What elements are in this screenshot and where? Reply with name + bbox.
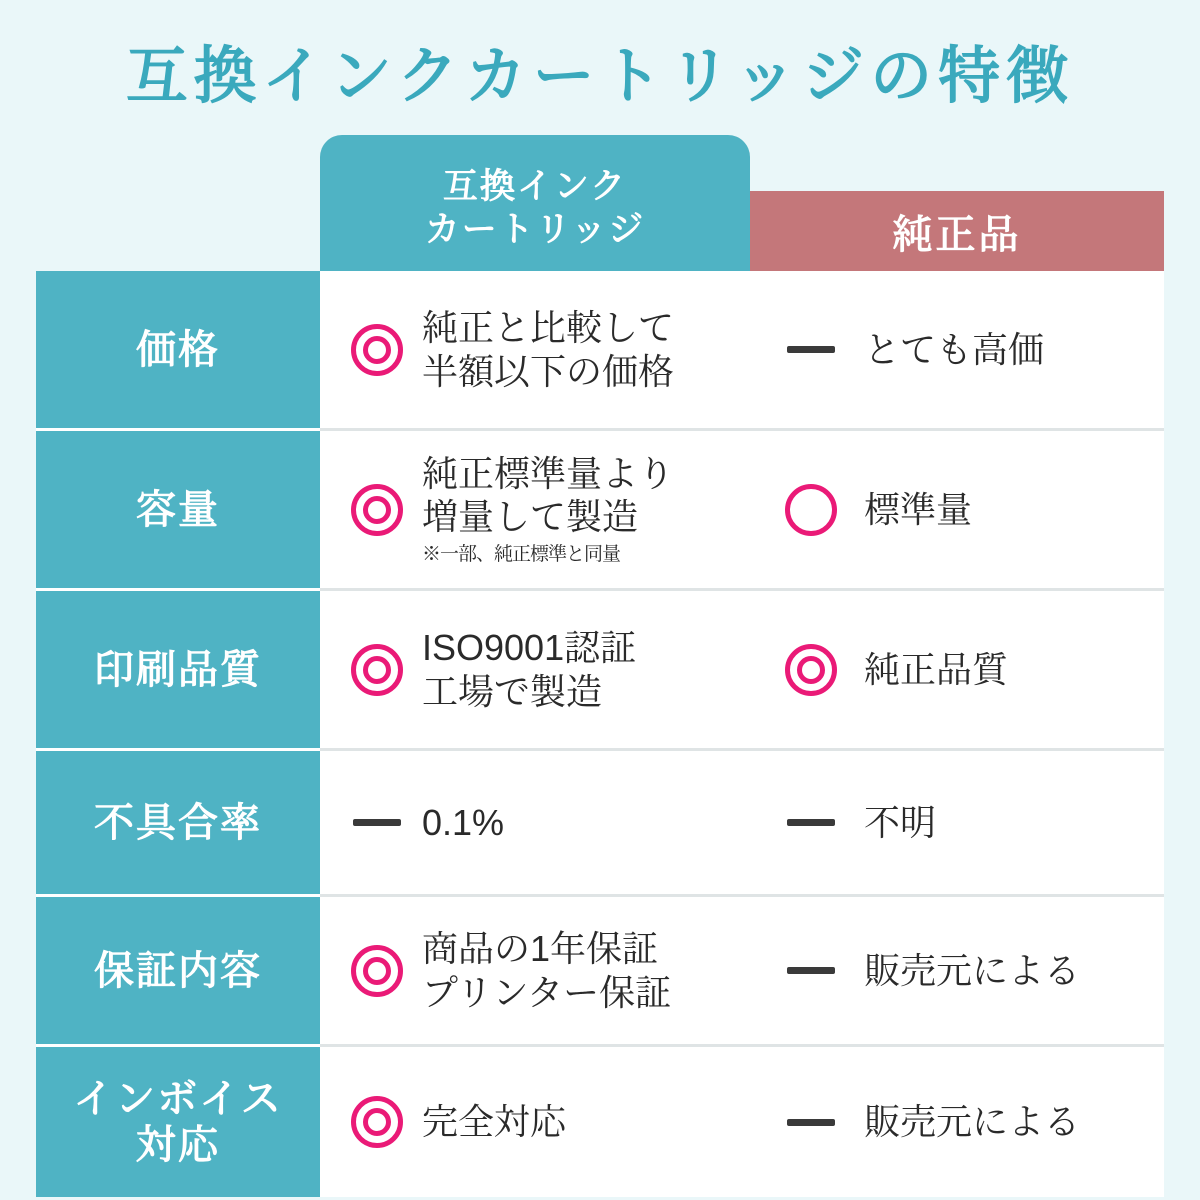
genuine-cell — [750, 897, 1164, 1047]
genuine-cell — [750, 591, 1164, 751]
genuine-cell — [750, 751, 1164, 897]
compatible-text-line1: 商品の1年保証 — [422, 928, 659, 970]
genuine-cell-text: 不明 — [864, 801, 937, 843]
genuine-cell-text: 純正品質 — [864, 648, 1009, 690]
compatible-header-line2: カートリッジ — [424, 210, 646, 249]
compatible-text-line2: 増量して製造 — [422, 496, 639, 538]
compatible-cell — [320, 897, 750, 1047]
row-label-line2: 対応 — [135, 1123, 220, 1167]
compatible-text-note: ※一部、純正標準と同量 — [422, 544, 621, 566]
compatible-column-header — [320, 147, 750, 271]
row-label: 印刷品質 — [36, 591, 320, 751]
compatible-text-line2: プリンター保証 — [422, 971, 672, 1013]
compatible-cell — [320, 271, 750, 431]
compatible-text-line2: 半額以下の価格 — [422, 350, 675, 392]
table-body — [36, 271, 1164, 1197]
genuine-cell — [750, 1047, 1164, 1197]
compatible-cell-text — [412, 1100, 566, 1143]
compatible-cell — [320, 431, 750, 591]
row-label: 価格 — [36, 271, 320, 431]
row-label-line1: インボイス — [73, 1077, 283, 1121]
double-circle-icon — [342, 484, 412, 536]
dash-icon — [342, 819, 412, 826]
double-circle-icon — [342, 324, 412, 376]
compatible-cell-text — [412, 626, 636, 712]
compatible-text-line1: 完全対応 — [422, 1101, 567, 1143]
row-label: 不具合率 — [36, 751, 320, 897]
double-circle-icon — [776, 644, 846, 696]
table-row — [36, 751, 1164, 897]
row-label: 保証内容 — [36, 897, 320, 1047]
compatible-text-line1: ISO9001認証 — [422, 627, 637, 669]
dash-icon — [776, 819, 846, 826]
compatible-cell — [320, 591, 750, 751]
table-row — [36, 591, 1164, 751]
genuine-cell-text: とても高価 — [864, 328, 1045, 370]
dash-icon — [776, 346, 846, 353]
table-row — [36, 271, 1164, 431]
single-circle-icon — [776, 484, 846, 536]
genuine-cell — [750, 271, 1164, 431]
compatible-text-line1: 純正標準量より — [422, 452, 675, 494]
page-title: 互換インクカートリッジの特徴 — [125, 42, 1075, 111]
comparison-table — [36, 135, 1164, 1165]
dash-icon — [776, 967, 846, 974]
row-label — [36, 1047, 320, 1197]
genuine-cell — [750, 431, 1164, 591]
compatible-cell-text — [412, 452, 674, 567]
compatible-cell — [320, 751, 750, 897]
double-circle-icon — [342, 1096, 412, 1148]
compatible-cell — [320, 1047, 750, 1197]
compatible-cell-text — [412, 927, 671, 1013]
double-circle-icon — [342, 945, 412, 997]
compatible-header-line1: 互換インク — [442, 167, 628, 207]
row-label: 容量 — [36, 431, 320, 591]
genuine-column-header: 純正品 — [750, 191, 1164, 271]
table-row — [36, 431, 1164, 591]
compatible-text-line2: 工場で製造 — [422, 670, 603, 712]
double-circle-icon — [342, 644, 412, 696]
dash-icon — [776, 1119, 846, 1126]
genuine-cell-text: 標準量 — [864, 488, 973, 530]
genuine-cell-text: 販売元による — [864, 1101, 1081, 1143]
table-row — [36, 897, 1164, 1047]
compatible-text-line1: 純正と比較して — [422, 307, 675, 349]
table-row — [36, 1047, 1164, 1197]
compatible-cell-text — [412, 306, 674, 392]
compatible-text-line1: 0.1% — [422, 801, 505, 843]
genuine-cell-text: 販売元による — [864, 949, 1081, 991]
compatible-cell-text — [412, 801, 504, 844]
